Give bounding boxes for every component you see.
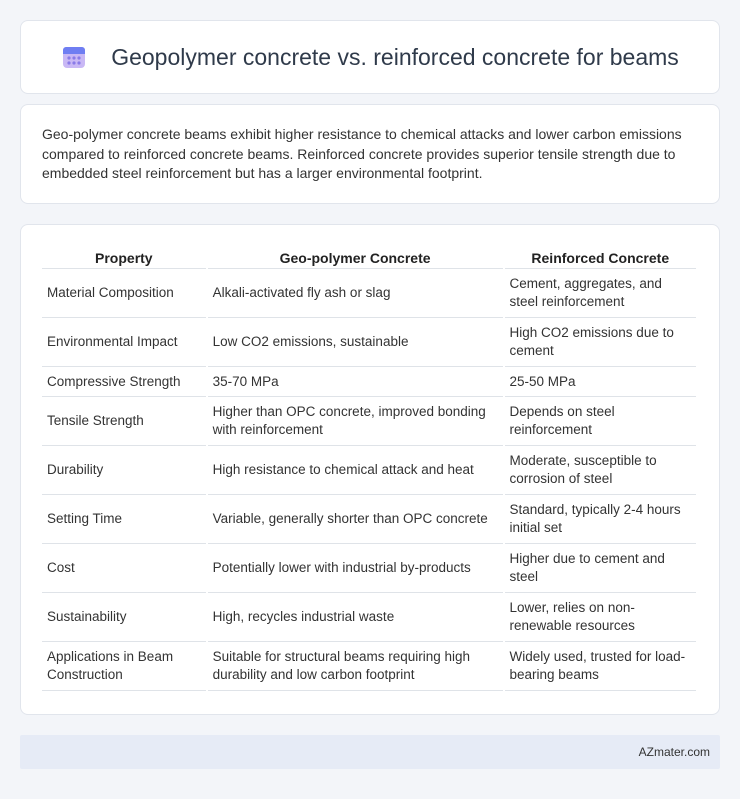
reinforced-cell: Standard, typically 2-4 hours initial set xyxy=(505,495,696,544)
property-cell: Setting Time xyxy=(42,495,206,544)
reinforced-cell: Moderate, susceptible to corrosion of steel xyxy=(505,446,696,495)
table-row xyxy=(42,318,696,367)
reinforced-cell: Cement, aggregates, and steel reinforcement xyxy=(505,269,696,318)
geopolymer-cell: High resistance to chemical attack and heat xyxy=(208,446,503,495)
property-cell: Tensile Strength xyxy=(42,397,206,446)
geopolymer-cell: Potentially lower with industrial by-products xyxy=(208,544,503,593)
table-row xyxy=(42,642,696,691)
reinforced-cell: Depends on steel reinforcement xyxy=(505,397,696,446)
reinforced-cell: Widely used, trusted for load-bearing beams xyxy=(505,642,696,691)
page-title: Geopolymer concrete vs. reinforced concrete for beams xyxy=(111,43,679,70)
calendar-icon xyxy=(61,44,87,70)
footer-bar xyxy=(20,735,720,769)
table-row xyxy=(42,495,696,544)
header-geopolymer: Geo-polymer Concrete xyxy=(208,245,503,269)
geopolymer-cell: Variable, generally shorter than OPC concrete xyxy=(208,495,503,544)
reinforced-cell: Lower, relies on non-renewable resources xyxy=(505,593,696,642)
table-row xyxy=(42,269,696,318)
property-cell: Durability xyxy=(42,446,206,495)
header-property: Property xyxy=(42,245,206,269)
property-cell: Cost xyxy=(42,544,206,593)
summary-card xyxy=(20,104,720,204)
table-row xyxy=(42,367,696,397)
summary-text: Geo-polymer concrete beams exhibit higher resistance to chemical attacks and lower carbon emissions compared to reinforced concrete beams. Reinforced concrete provides superior tensile strength due to embedded steel reinforcement but has a larger environmental footprint. xyxy=(42,126,682,181)
property-cell: Environmental Impact xyxy=(42,318,206,367)
header-reinforced: Reinforced Concrete xyxy=(505,245,696,269)
comparison-table xyxy=(40,245,698,691)
geopolymer-cell: Low CO2 emissions, sustainable xyxy=(208,318,503,367)
footer-site-link[interactable]: AZmater.com xyxy=(638,745,710,759)
title-card xyxy=(20,20,720,94)
comparison-table-card xyxy=(20,224,720,715)
reinforced-cell: High CO2 emissions due to cement xyxy=(505,318,696,367)
property-cell: Compressive Strength xyxy=(42,367,206,397)
table-row xyxy=(42,446,696,495)
property-cell: Applications in Beam Construction xyxy=(42,642,206,691)
table-row xyxy=(42,544,696,593)
table-row xyxy=(42,397,696,446)
table-row xyxy=(42,593,696,642)
reinforced-cell: 25-50 MPa xyxy=(505,367,696,397)
geopolymer-cell: 35-70 MPa xyxy=(208,367,503,397)
geopolymer-cell: Suitable for structural beams requiring high durability and low carbon footprint xyxy=(208,642,503,691)
reinforced-cell: Higher due to cement and steel xyxy=(505,544,696,593)
table-header-row xyxy=(42,245,696,269)
property-cell: Sustainability xyxy=(42,593,206,642)
geopolymer-cell: High, recycles industrial waste xyxy=(208,593,503,642)
property-cell: Material Composition xyxy=(42,269,206,318)
geopolymer-cell: Alkali-activated fly ash or slag xyxy=(208,269,503,318)
geopolymer-cell: Higher than OPC concrete, improved bonding with reinforcement xyxy=(208,397,503,446)
